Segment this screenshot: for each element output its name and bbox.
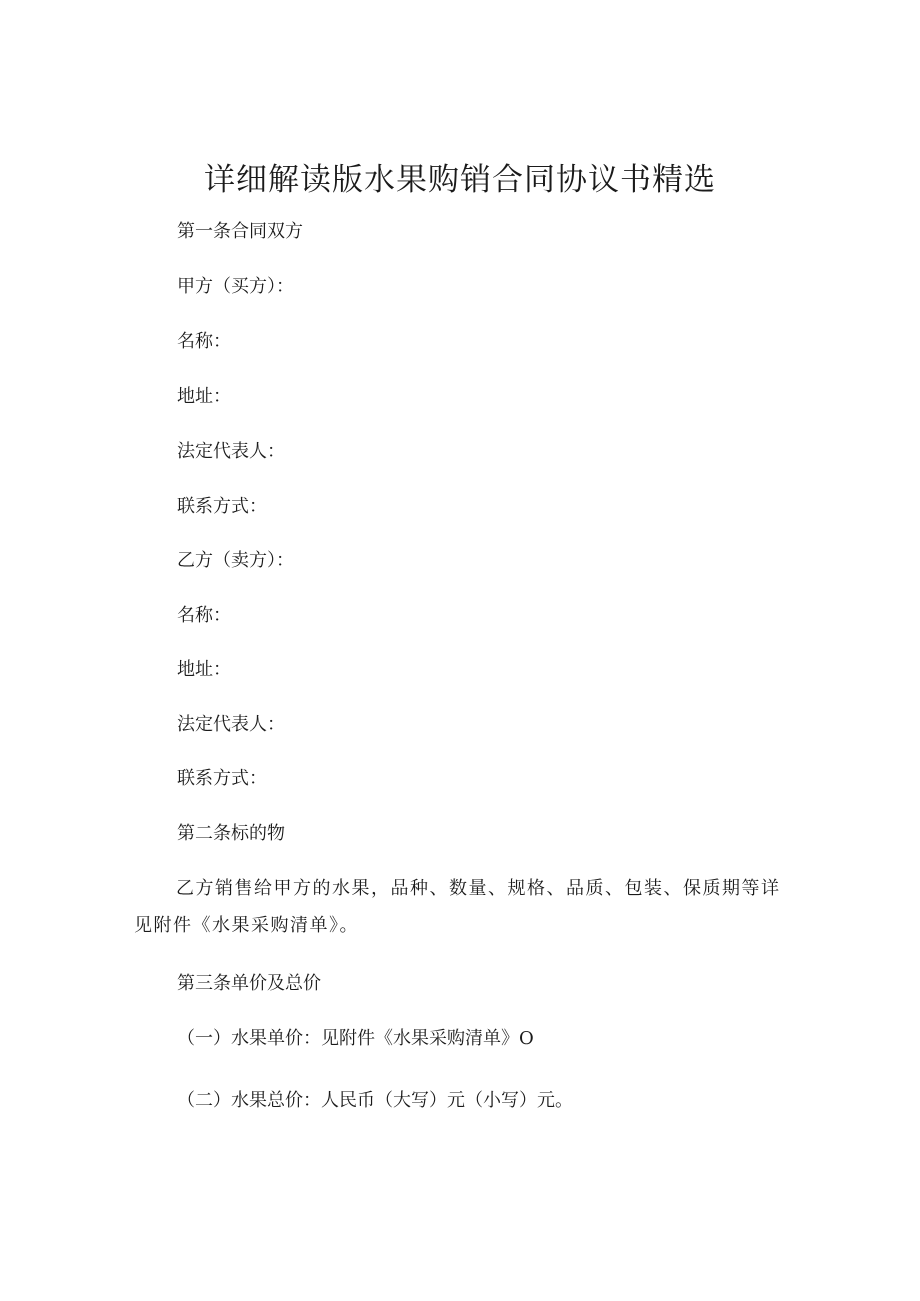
article3-heading: 第三条单价及总价 — [177, 973, 321, 994]
party-a-rep-label: 法定代表人： — [177, 441, 285, 462]
party-a-contact-label: 联系方式： — [177, 496, 267, 517]
party-b-name-label: 名称： — [177, 605, 231, 626]
article3-item1: （一）水果单价：见附件《水果采购清单》O — [177, 1028, 534, 1049]
party-b-address-label: 地址： — [177, 659, 231, 680]
article3-item2: （二）水果总价：人民币（大写）元（小写）元。 — [177, 1090, 573, 1111]
article2-body: 乙方销售给甲方的水果，品种、数量、规格、品质、包装、保质期等详见附件《水果采购清单》。 — [134, 878, 781, 936]
party-a-name-label: 名称： — [177, 331, 231, 352]
party-a-address-label: 地址： — [177, 386, 231, 407]
party-a-label: 甲方（买方）： — [177, 276, 294, 297]
article1-heading: 第一条合同双方 — [177, 221, 303, 242]
party-b-contact-label: 联系方式： — [177, 768, 267, 789]
document-title: 详细解读版水果购销合同协议书精选 — [204, 162, 716, 198]
party-b-label: 乙方（卖方）： — [177, 550, 294, 571]
article2-heading: 第二条标的物 — [177, 823, 285, 844]
party-b-rep-label: 法定代表人： — [177, 714, 285, 735]
